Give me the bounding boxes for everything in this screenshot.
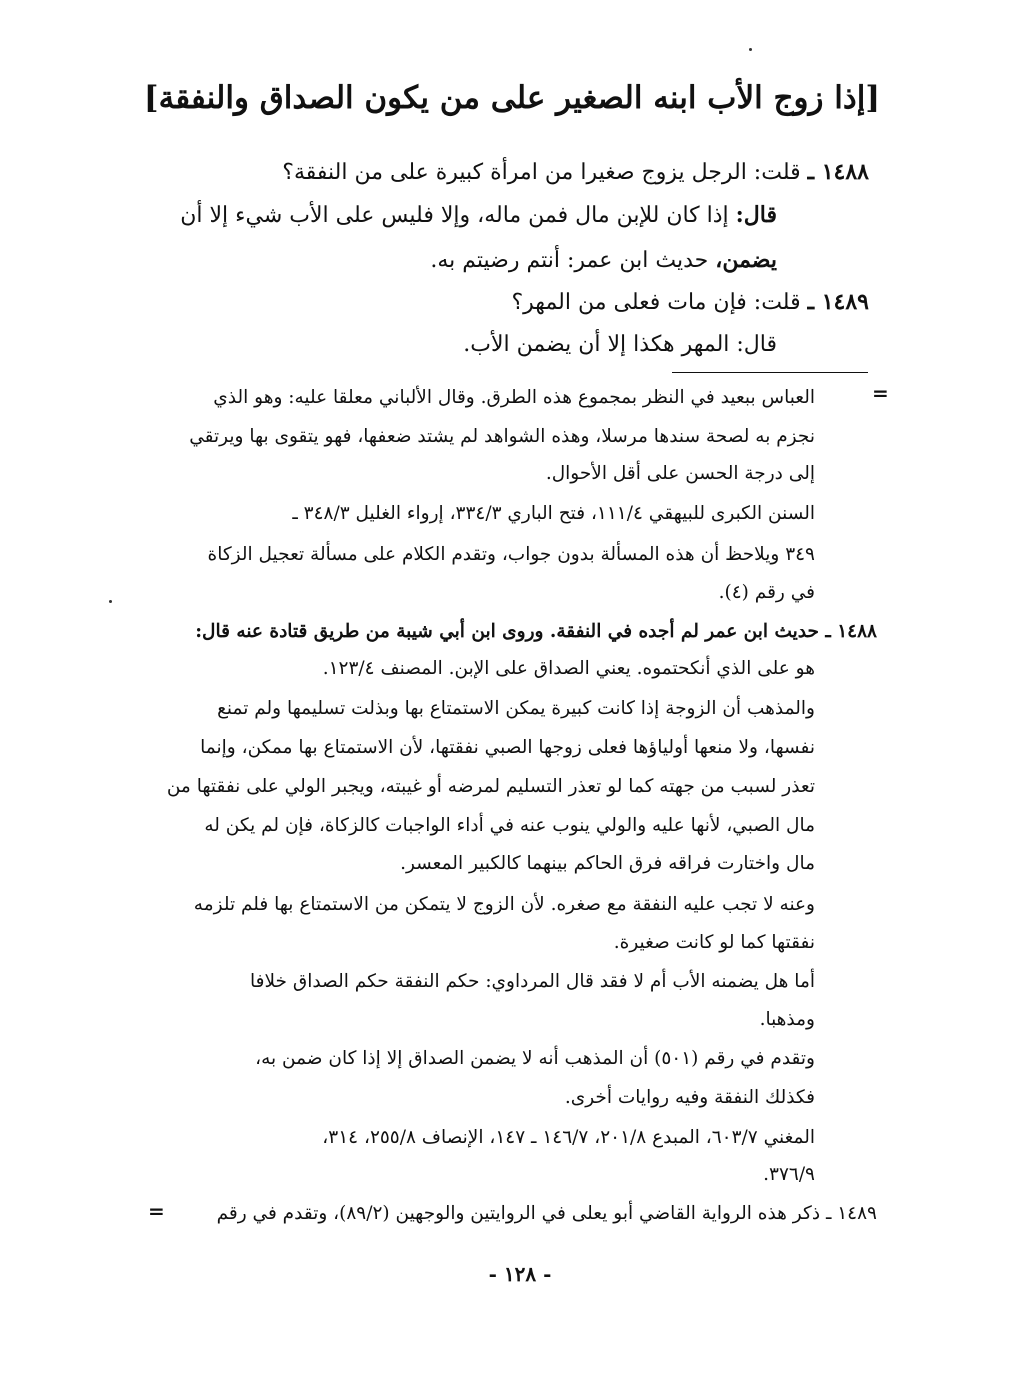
main-line-1488-answer-1 — [180, 193, 777, 237]
footnote-line: نفقتها كما لو كانت صغيرة. — [613, 932, 815, 953]
answer-lead: يضمن، — [715, 247, 777, 273]
footnote-line: نفسها، ولا منعها أولياؤها فعلى زوجها الصبي نفقتها، لأن الاستمتاع بها ممكن، وإنما — [200, 737, 815, 758]
main-line-1488-answer-2 — [430, 238, 777, 282]
footnote-line: فكذلك النفقة وفيه روايات أخرى. — [564, 1087, 815, 1108]
footnote-line: في رقم (٤). — [718, 582, 815, 603]
footnote-line: وتقدم في رقم (٥٠١) أن المذهب أنه لا يضمن الصداق إلا إذا كان ضمن به، — [255, 1048, 815, 1069]
footnote-line: نجزم به لصحة سندها مرسلا، وهذه الشواهد لم يشتد ضعفها، فهو يتقوى بها ويرتقي — [189, 426, 815, 447]
main-text: قلت: الرجل يزوج صغيرا من امرأة كبيرة على من النفقة؟ — [282, 160, 801, 185]
scan-speck — [109, 600, 112, 603]
page-number: - ١٢٨ - — [488, 1262, 552, 1286]
footnote-line: ومذهبا. — [759, 1009, 815, 1030]
footnote-line: العباس ببعيد في النظر بمجموع هذه الطرق. وقال الألباني معلقا عليه: وهو الذي — [213, 387, 815, 408]
footnote-line: تعذر لسبب من جهته كما لو تعذر التسليم لمرضه أو غيبته، ويجبر الولي على نفقتها من — [166, 776, 815, 797]
footnote-line: السنن الكبرى للبيهقي ١١١/٤، فتح الباري ٣٣٤/٣، إرواء الغليل ٣٤٨/٣ ـ — [292, 503, 815, 524]
main-text: قال: المهر هكذا إلا أن يضمن الأب. — [463, 332, 777, 357]
footnote-line: وعنه لا تجب عليه النفقة مع صغره. لأن الزوج لا يتمكن من الاستمتاع بها فلم تلزمه — [193, 894, 815, 915]
footnote-line: ٣٤٩ ويلاحظ أن هذه المسألة بدون جواب، وتقدم الكلام على مسألة تعجيل الزكاة — [207, 544, 815, 565]
main-text: حديث ابن عمر: أنتم رضيتم به. — [430, 248, 709, 273]
footnote-line: مال الصبي، لأنها عليه والولي ينوب عنه في أداء الواجبات كالزكاة، فإن لم يكن له — [204, 815, 815, 836]
footnote-line: هو على الذي أنكحتموه. يعني الصداق على الإبن. المصنف ١٢٣/٤. — [322, 658, 815, 679]
footnote-line: ٣٧٦/٩. — [763, 1164, 815, 1185]
main-line-1489-answer — [463, 323, 777, 367]
answer-lead: قال: — [735, 202, 777, 228]
main-text: إذا كان للإبن مال فمن ماله، وإلا فليس على الأب شيء إلا أن — [180, 203, 729, 228]
footnote-separator — [672, 372, 868, 373]
footnote-line: المغني ٦٠٣/٧، المبدع ٢٠١/٨، ١٤٦/٧ ـ ١٤٧، الإنصاف ٢٥٥/٨، ٣١٤، — [322, 1127, 815, 1148]
footnote-line: إلى درجة الحسن على أقل الأحوال. — [545, 463, 815, 484]
continuation-mark-bottom: = — [148, 1199, 165, 1223]
entry-number: ١٤٨٨ ـ — [807, 159, 869, 185]
footnote-line: والمذهب أن الزوجة إذا كانت كبيرة يمكن الاستمتاع بها وبذلت تسليمها ولم تمنع — [217, 698, 815, 719]
footnote-line: أما هل يضمنه الأب أم لا فقد قال المرداوي: حكم النفقة حكم الصداق خلافا — [250, 971, 815, 992]
main-text: قلت: فإن مات فعلى من المهر؟ — [511, 290, 801, 315]
entry-number: ١٤٨٩ ـ — [807, 289, 869, 315]
scan-speck — [749, 48, 752, 51]
footnote-line: مال واختارت فراقه فرق الحاكم بينهما كالكبير المعسر. — [400, 853, 815, 874]
main-line-1489-question — [511, 280, 869, 324]
footnote-line-1488: ١٤٨٨ ـ حديث ابن عمر لم أجده في النفقة. وروى ابن أبي شيبة من طريق قتادة عنه قال: — [195, 621, 877, 642]
main-line-1488-question — [282, 150, 869, 194]
section-title: [إذا زوج الأب ابنه الصغير على من يكون الصداق والنفقة] — [143, 80, 880, 116]
continuation-mark-top: = — [872, 381, 889, 405]
footnote-line-1489: ١٤٨٩ ـ ذكر هذه الرواية القاضي أبو يعلى في الروايتين والوجهين (٨٩/٢)، وتقدم في رقم — [216, 1203, 877, 1224]
